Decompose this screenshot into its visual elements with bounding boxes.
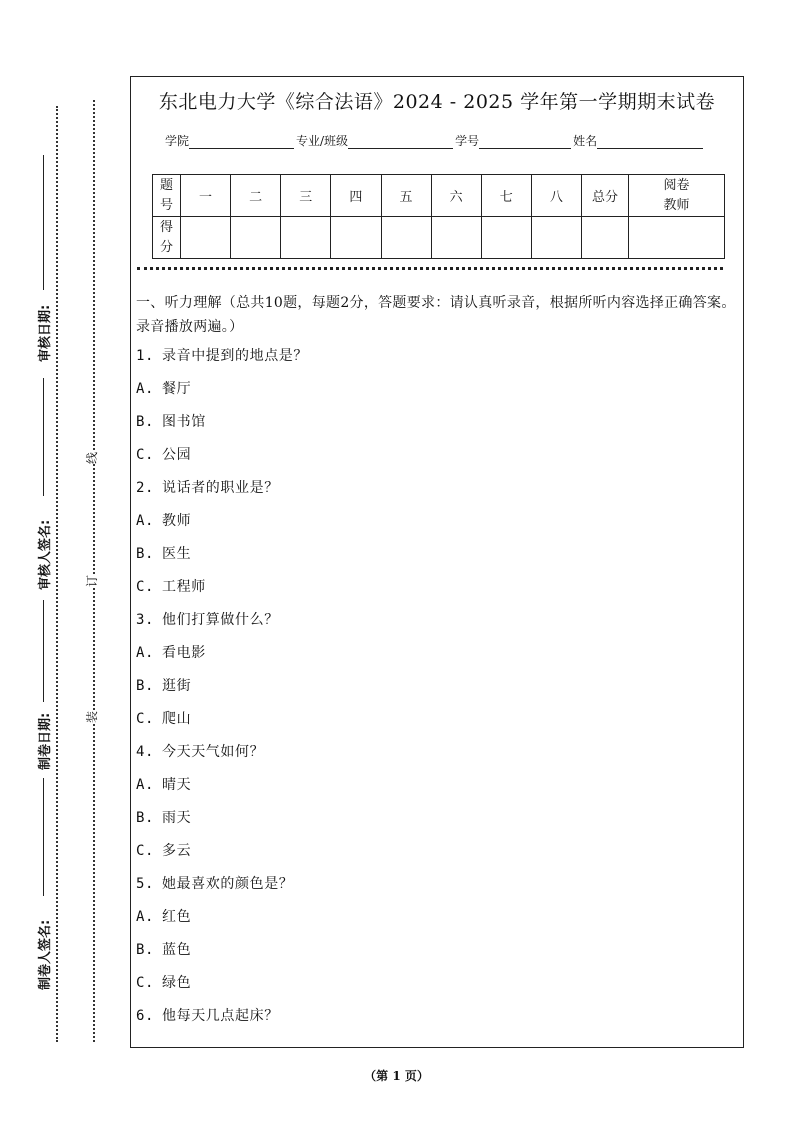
option-letter: B. [136, 678, 155, 694]
question-text: 她最喜欢的颜色是？ [162, 876, 294, 892]
review-date-label: 审核日期: [38, 304, 53, 362]
major-class-label: 专业/班级 [296, 134, 349, 148]
option-text: 爬山 [162, 711, 192, 727]
compiler-signature-label: 制卷人签名: [38, 919, 53, 990]
major-class-field[interactable] [348, 135, 453, 149]
binding-char-bind: 装 [85, 710, 100, 724]
column-header: 二 [231, 175, 281, 217]
question-text: 说话者的职业是？ [162, 480, 279, 496]
question-number: 2. [136, 480, 155, 496]
column-header: 五 [381, 175, 431, 217]
question-line [136, 1006, 741, 1039]
option-text: 公园 [162, 447, 192, 463]
option-text: 多云 [162, 843, 192, 859]
score-cell[interactable] [181, 217, 231, 259]
exam-frame [130, 76, 744, 1048]
option-line [136, 940, 741, 973]
option-letter: A. [136, 777, 155, 793]
reviewer-header: 阅卷 教师 [629, 175, 725, 217]
option-letter: A. [136, 381, 155, 397]
option-letter: B. [136, 810, 155, 826]
option-line [136, 973, 741, 1006]
option-letter: A. [136, 513, 155, 529]
column-header: 三 [281, 175, 331, 217]
dotted-line-outer [56, 106, 58, 1042]
option-letter: A. [136, 909, 155, 925]
exam-title: 东北电力大学《综合法语》2024 - 2025 学年第一学期期末试卷 [158, 91, 716, 113]
option-line [136, 907, 741, 940]
option-letter: A. [136, 645, 155, 661]
option-text: 蓝色 [162, 942, 192, 958]
student-id-field[interactable] [479, 135, 571, 149]
score-cell[interactable] [281, 217, 331, 259]
question-line [136, 742, 741, 775]
name-field[interactable] [597, 135, 703, 149]
option-line [136, 775, 741, 808]
question-number: 1. [136, 348, 155, 364]
column-header: 八 [531, 175, 581, 217]
college-field[interactable] [189, 135, 294, 149]
option-letter: C. [136, 843, 155, 859]
option-text: 医生 [162, 546, 192, 562]
question-text: 他们打算做什么？ [162, 612, 279, 628]
option-line [136, 379, 741, 412]
question-line [136, 346, 741, 379]
dotted-divider [137, 267, 723, 270]
page-number: （第 1 页） [364, 1069, 429, 1083]
option-line [136, 511, 741, 544]
question-line [136, 610, 741, 643]
question-text: 今天天气如何？ [162, 744, 265, 760]
option-text: 餐厅 [162, 381, 192, 397]
option-text: 雨天 [162, 810, 192, 826]
column-header: 四 [331, 175, 381, 217]
option-text: 绿色 [162, 975, 192, 991]
score-cell[interactable] [331, 217, 381, 259]
signature-line-compiler [43, 778, 44, 896]
option-letter: C. [136, 579, 155, 595]
binding-char-staple: 订 [85, 574, 100, 588]
option-line [136, 808, 741, 841]
question-number-header: 题 号 [153, 175, 181, 217]
option-letter: C. [136, 711, 155, 727]
option-letter: B. [136, 546, 155, 562]
score-row-header: 得 分 [153, 217, 181, 259]
option-text: 逛街 [162, 678, 192, 694]
dotted-line-binding [93, 100, 95, 1042]
question-text: 他每天几点起床？ [162, 1008, 279, 1024]
score-table-score-row [153, 217, 725, 259]
signature-line-review-date [43, 155, 44, 290]
option-text: 教师 [162, 513, 192, 529]
option-letter: C. [136, 975, 155, 991]
score-cell[interactable] [431, 217, 481, 259]
binding-char-line: 线 [85, 451, 100, 465]
score-cell[interactable] [531, 217, 581, 259]
question-list [136, 346, 741, 1039]
score-table [152, 174, 725, 259]
column-header-total: 总分 [582, 175, 629, 217]
column-header: 一 [181, 175, 231, 217]
option-letter: B. [136, 414, 155, 430]
option-line [136, 544, 741, 577]
column-header: 七 [481, 175, 531, 217]
option-text: 红色 [162, 909, 192, 925]
section-heading: 一、听力理解（总共10题，每题2分，答题要求：请认真听录音，根据所听内容选择正确答案。录音播放两遍。） [136, 295, 736, 335]
option-letter: B. [136, 942, 155, 958]
compile-date-label: 制卷日期: [38, 712, 53, 770]
listening-section [136, 291, 741, 1039]
question-number: 5. [136, 876, 155, 892]
signature-line-compile-date [43, 600, 44, 702]
option-line [136, 709, 741, 742]
option-line [136, 841, 741, 874]
reviewer-signature-cell[interactable] [629, 217, 725, 259]
name-label: 姓名 [573, 134, 598, 148]
score-table-header-row [153, 175, 725, 217]
college-label: 学院 [165, 134, 190, 148]
score-cell[interactable] [381, 217, 431, 259]
option-text: 工程师 [162, 579, 206, 595]
option-line [136, 577, 741, 610]
option-text: 晴天 [162, 777, 192, 793]
option-line [136, 445, 741, 478]
column-header: 六 [431, 175, 481, 217]
total-score-cell[interactable] [582, 217, 629, 259]
student-id-label: 学号 [455, 134, 480, 148]
score-cell[interactable] [481, 217, 531, 259]
question-text: 录音中提到的地点是？ [162, 348, 308, 364]
question-line [136, 478, 741, 511]
question-number: 6. [136, 1008, 155, 1024]
option-line [136, 412, 741, 445]
question-number: 4. [136, 744, 155, 760]
signature-line-reviewer [43, 378, 44, 496]
question-number: 3. [136, 612, 155, 628]
score-cell[interactable] [231, 217, 281, 259]
student-info-row [165, 132, 705, 149]
option-line [136, 676, 741, 709]
option-text: 看电影 [162, 645, 206, 661]
option-letter: C. [136, 447, 155, 463]
reviewer-signature-label: 审核人签名: [38, 519, 53, 590]
option-text: 图书馆 [162, 414, 206, 430]
question-line [136, 874, 741, 907]
option-line [136, 643, 741, 676]
